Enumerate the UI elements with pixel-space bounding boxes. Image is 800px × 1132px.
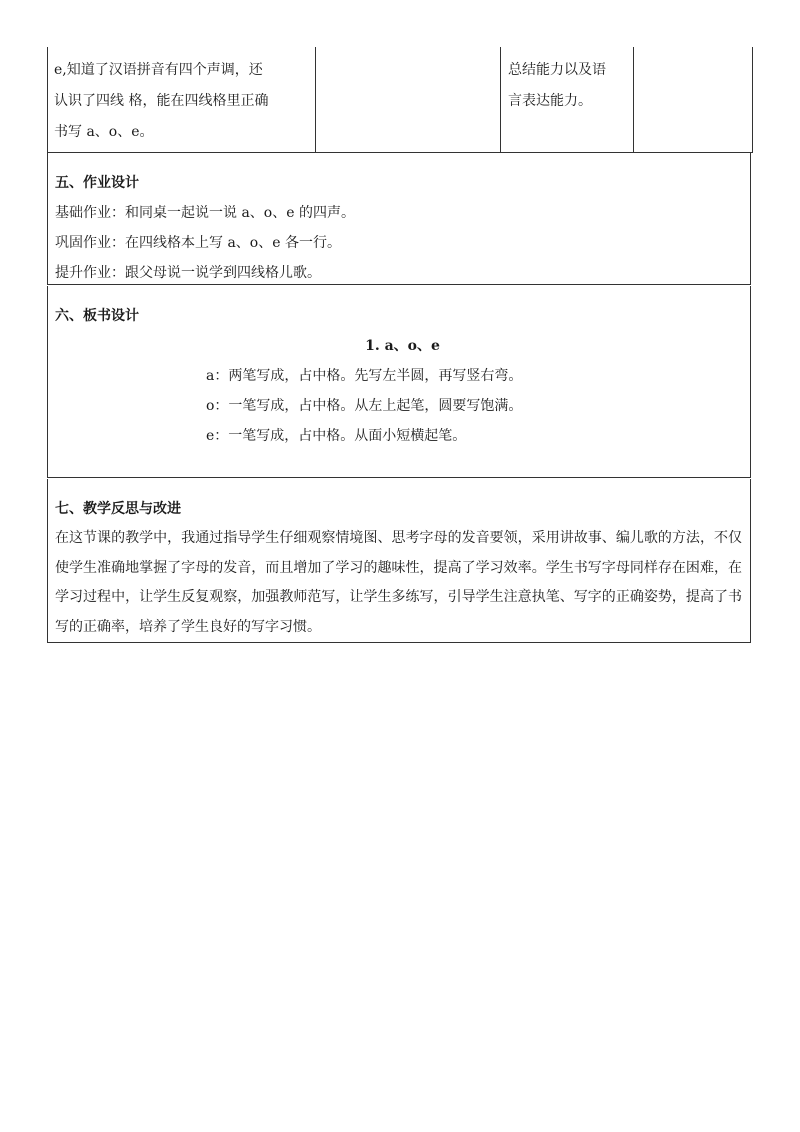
- objective-text-cell: [48, 47, 316, 152]
- cell-line: 书写 a、o、e。: [54, 124, 154, 140]
- homework-line: 基础作业：和同桌一起说一说 a、o、e 的四声。: [55, 205, 355, 221]
- section-heading: 七、教学反思与改进: [55, 501, 181, 517]
- section-heading: 六、板书设计: [55, 308, 139, 324]
- homework-section: [47, 152, 751, 285]
- board-lines: [55, 361, 750, 451]
- reflection-section: [47, 479, 751, 643]
- homework-line: 巩固作业：在四线格本上写 a、o、e 各一行。: [55, 235, 341, 251]
- homework-line: 提升作业：跟父母说一说学到四线格儿歌。: [55, 265, 321, 281]
- cell-line: 认识了四线 格，能在四线格里正确: [54, 93, 269, 109]
- reflection-paragraph: 在这节课的教学中，我通过指导学生仔细观察情境图、思考字母的发音要领，采用讲故事、编儿歌的方法，不仅使学生准确地掌握了字母的发音，而且增加了学习的趣味性，提高了学习效率。学生书写字母同样存在困难，在学习过程中，让学生反复观察，加强教师范写，让学生多练写，引导学生注意执笔、写字的正确姿势，提高了书写的正确率，培养了学生良好的写字习惯。: [55, 530, 742, 635]
- table-row-objectives: [47, 47, 753, 153]
- board-design-section: [47, 286, 751, 478]
- board-line: e：一笔写成，占中格。从面小短横起笔。: [206, 428, 467, 444]
- board-title: 1. a、o、e: [365, 338, 440, 354]
- empty-cell: [634, 47, 752, 152]
- empty-cell: [316, 47, 501, 152]
- board-line: o：一笔写成，占中格。从左上起笔，圆要写饱满。: [206, 398, 523, 414]
- section-heading: 五、作业设计: [55, 175, 139, 191]
- cell-line: 总结能力以及语: [508, 62, 606, 78]
- ability-text-cell: [501, 47, 634, 152]
- cell-line: e,知道了汉语拼音有四个声调，还: [54, 62, 263, 78]
- cell-line: 言表达能力。: [508, 93, 592, 109]
- board-line: a：两笔写成，占中格。先写左半圆，再写竖右弯。: [206, 368, 523, 384]
